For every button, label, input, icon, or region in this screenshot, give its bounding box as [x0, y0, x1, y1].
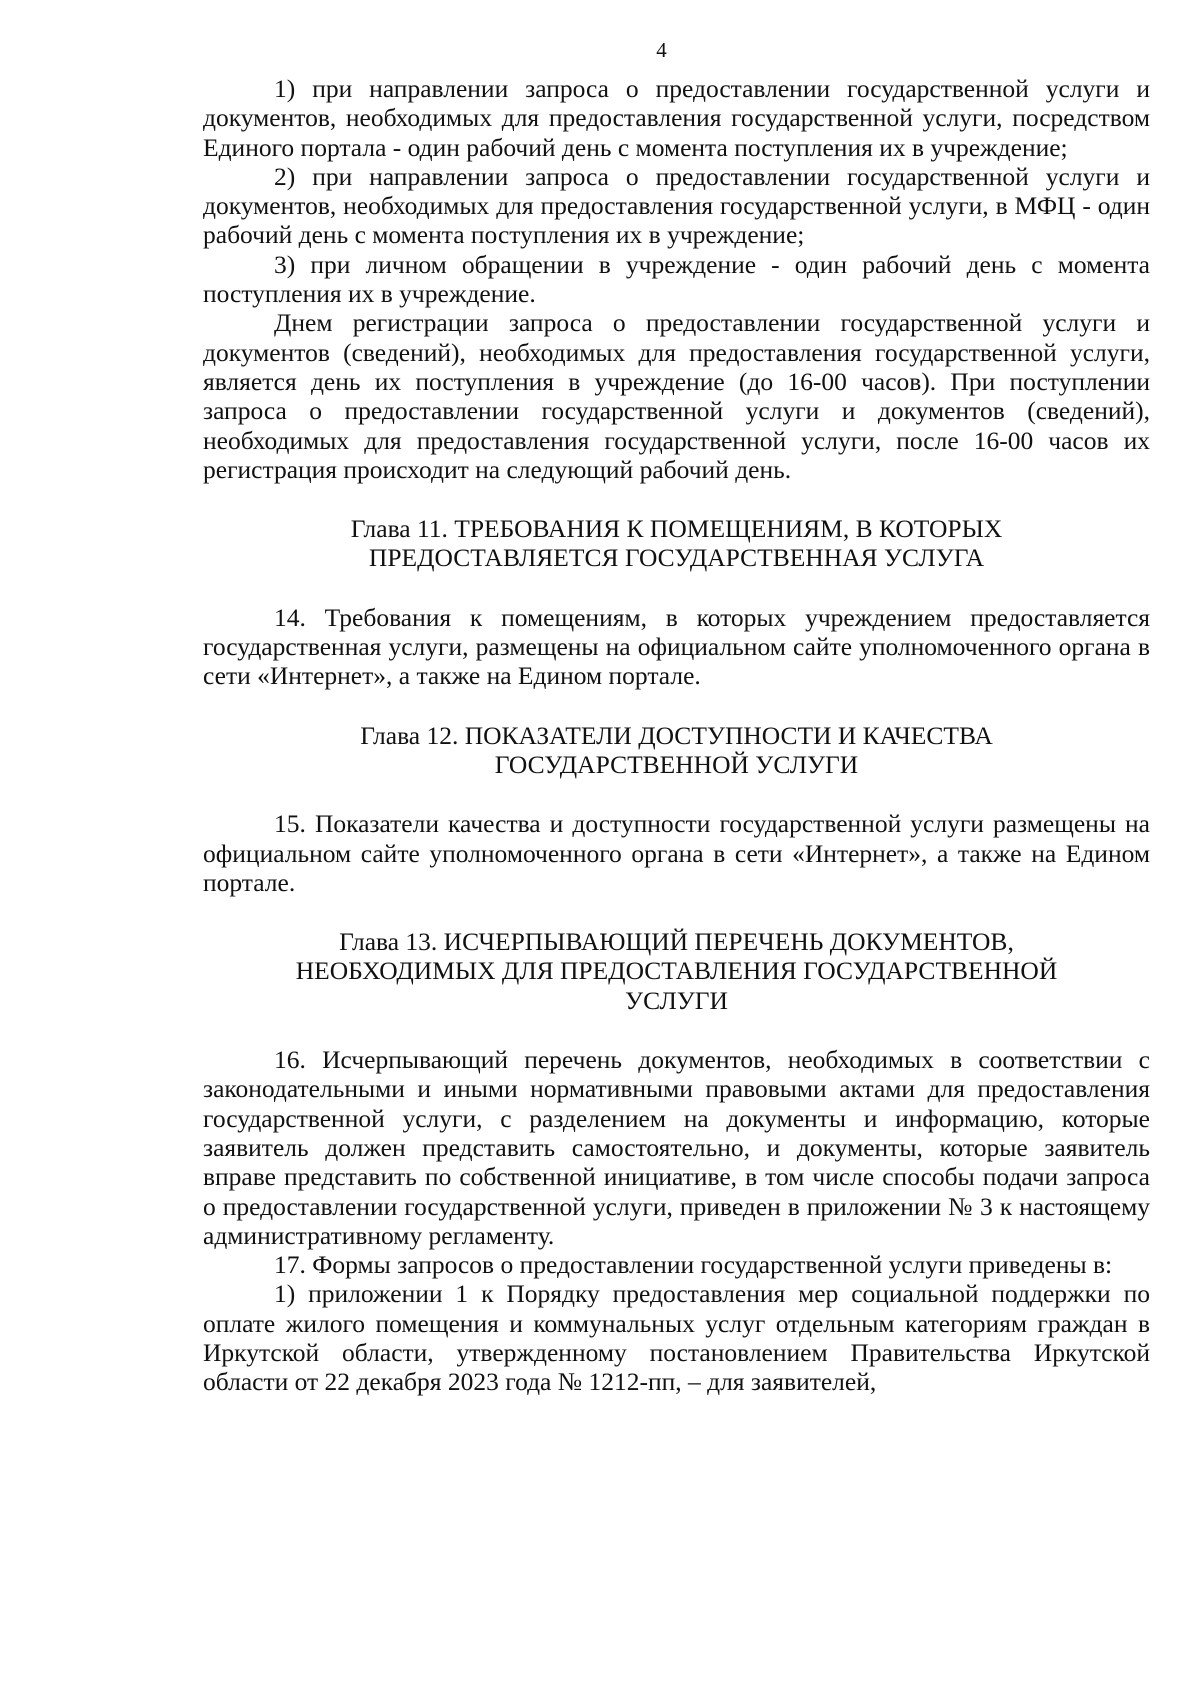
paragraph: 16. Исчерпывающий перечень документов, необходимых в соответствии с законодательными и иными нормативными правовыми актами для предоставления государственной услуги, с разделением на документы и информацию, которые заявитель должен представить самостоятельно, и документы, которые заявитель вправе представить по собственной инициативе, в том числе способы подачи запроса о предоставлении государственной услуги, приведен в приложении № 3 к настоящему административному регламенту.: [203, 1045, 1150, 1250]
chapter-heading-line: Глава 13. ИСЧЕРПЫВАЮЩИЙ ПЕРЕЧЕНЬ ДОКУМЕНТОВ,: [339, 927, 1014, 957]
chapter-heading-line: НЕОБХОДИМЫХ ДЛЯ ПРЕДОСТАВЛЕНИЯ ГОСУДАРСТВЕННОЙ: [295, 956, 1058, 986]
chapter-heading-line: УСЛУГИ: [625, 985, 728, 1015]
paragraph: 14. Требования к помещениям, в которых учреждением предоставляется государственная услуги, размещены на официальном сайте уполномоченного органа в сети «Интернет», а также на Едином портале.: [203, 602, 1150, 691]
chapter-heading: [203, 927, 1150, 1015]
paragraph: 2) при направлении запроса о предоставлении государственной услуги и документов, необходимых для предоставления государственной услуги, в МФЦ - один рабочий день с момента поступления их в учреждение;: [203, 161, 1150, 250]
chapter-heading: [203, 514, 1150, 573]
document-body: [203, 74, 1150, 1397]
paragraph: Днем регистрации запроса о предоставлении государственной услуги и документов (сведений), необходимых для предоставления государственной услуги, является день их поступления в учреждение (до 16-00 часов). При поступлении запроса о предоставлении государственной услуги и документов (сведений), необходимых для предоставления государственной услуги, после 16-00 часов их регистрация происходит на следующий рабочий день.: [203, 308, 1150, 484]
paragraph: 17. Формы запросов о предоставлении государственной услуги приведены в:: [274, 1250, 1113, 1280]
chapter-heading-line: ГОСУДАРСТВЕННОЙ УСЛУГИ: [494, 749, 859, 779]
chapter-heading-line: Глава 12. ПОКАЗАТЕЛИ ДОСТУПНОСТИ И КАЧЕСТВА: [360, 720, 993, 750]
page-number: 4: [656, 38, 667, 62]
paragraph: 1) при направлении запроса о предоставлении государственной услуги и документов, необходимых для предоставления государственной услуги, посредством Единого портала - один рабочий день с момента поступления их в учреждение;: [203, 74, 1150, 162]
chapter-heading-line: Глава 11. ТРЕБОВАНИЯ К ПОМЕЩЕНИЯМ, В КОТОРЫХ: [350, 514, 1003, 544]
paragraph: 3) при личном обращении в учреждение - один рабочий день с момента поступления их в учреждение.: [203, 249, 1150, 309]
paragraph: 1) приложении 1 к Порядку предоставления мер социальной поддержки по оплате жилого помещения и коммунальных услуг отдельным категориям граждан в Иркутской области, утвержденному постановлением Правительства Иркутской области от 22 декабря 2023 года № 1212-пп, – для заявителей,: [203, 1279, 1150, 1397]
paragraph: 15. Показатели качества и доступности государственной услуги размещены на официальном сайте уполномоченного органа в сети «Интернет», а также на Едином портале.: [203, 809, 1150, 897]
document-page: [203, 38, 1150, 1397]
chapter-heading-line: ПРЕДОСТАВЛЯЕТСЯ ГОСУДАРСТВЕННАЯ УСЛУГА: [368, 543, 985, 573]
chapter-heading: [203, 721, 1150, 780]
